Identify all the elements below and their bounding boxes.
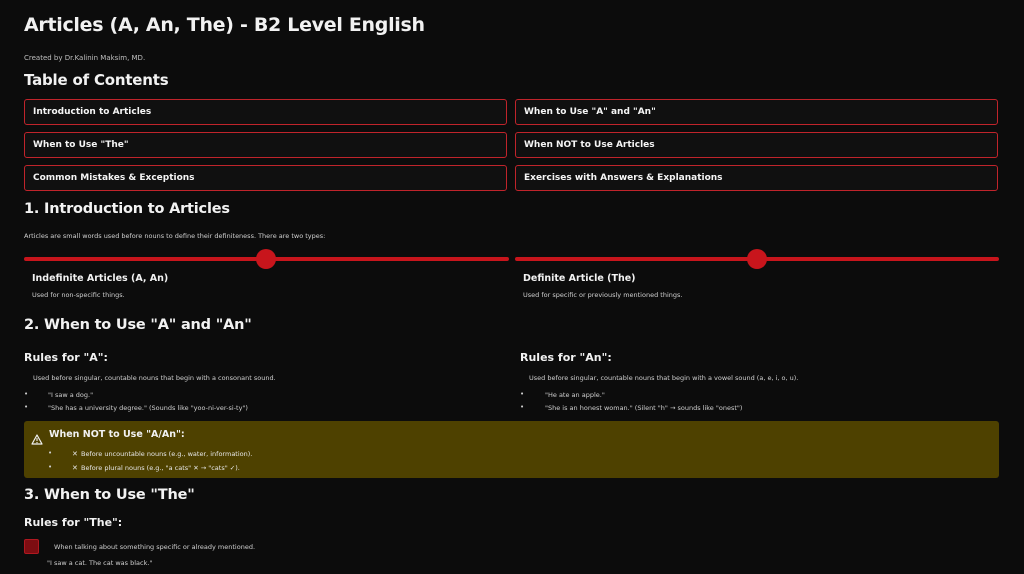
- example-an-1: "He ate an apple.": [545, 391, 605, 399]
- rule-desc-a: Used before singular, countable nouns that begin with a consonant sound.: [33, 374, 276, 382]
- warning-item-2: Before plural nouns (e.g., "a cats" ✕ → "cats" ✓).: [81, 464, 240, 472]
- page-title: Articles (A, An, The) - B2 Level English: [24, 14, 425, 36]
- rule-title-the: Rules for "The":: [24, 516, 123, 529]
- toc-link-mistakes[interactable]: Common Mistakes & Exceptions: [24, 165, 507, 191]
- toc-link-exercises[interactable]: Exercises with Answers & Explanations: [515, 165, 998, 191]
- cross-icon: ✕: [72, 464, 78, 472]
- rule-title-an: Rules for "An":: [520, 351, 612, 364]
- rule-title-a: Rules for "A":: [24, 351, 108, 364]
- rule-desc-an: Used before singular, countable nouns that begin with a vowel sound (a, e, i, o, u).: [529, 374, 799, 382]
- example-the: "I saw a cat. The cat was black.": [47, 559, 153, 567]
- toc-link-a-an[interactable]: When to Use "A" and "An": [515, 99, 998, 125]
- cross-icon: ✕: [72, 450, 78, 458]
- rule-checkbox[interactable]: [24, 539, 39, 554]
- toc-link-no-articles[interactable]: When NOT to Use Articles: [515, 132, 998, 158]
- toc-heading: Table of Contents: [24, 71, 169, 89]
- card-title-definite: Definite Article (The): [523, 273, 636, 284]
- bullet-dot: •: [24, 390, 29, 398]
- section-heading-a-an: 2. When to Use "A" and "An": [24, 317, 252, 333]
- author-credit: Created by Dr.Kalinin Maksim, MD.: [24, 54, 146, 62]
- intro-text: Articles are small words used before nouns to define their definiteness. There are two types:: [24, 232, 326, 240]
- warning-title: When NOT to Use "A/An":: [49, 429, 185, 440]
- card-slider-knob-definite[interactable]: [747, 249, 767, 269]
- bullet-dot: •: [24, 403, 29, 411]
- section-heading-introduction: 1. Introduction to Articles: [24, 201, 230, 217]
- toc-link-the[interactable]: When to Use "The": [24, 132, 507, 158]
- warning-icon: [31, 430, 43, 449]
- card-title-indefinite: Indefinite Articles (A, An): [32, 273, 169, 284]
- card-desc-indefinite: Used for non-specific things.: [32, 291, 125, 299]
- warning-box: [24, 421, 999, 478]
- toc-link-introduction[interactable]: Introduction to Articles: [24, 99, 507, 125]
- example-a-2: "She has a university degree." (Sounds like "yoo-ni-ver-si-ty"): [48, 404, 248, 412]
- bullet-dot: •: [520, 403, 525, 411]
- section-heading-the: 3. When to Use "The": [24, 487, 195, 503]
- card-desc-definite: Used for specific or previously mentioned things.: [523, 291, 683, 299]
- example-an-2: "She is an honest woman." (Silent "h" → sounds like "onest"): [545, 404, 743, 412]
- bullet-dot: •: [48, 449, 53, 457]
- example-a-1: "I saw a dog.": [48, 391, 94, 399]
- rule-text-the: When talking about something specific or already mentioned.: [54, 543, 256, 551]
- bullet-dot: •: [520, 390, 525, 398]
- card-slider-knob-indefinite[interactable]: [256, 249, 276, 269]
- warning-item-1: Before uncountable nouns (e.g., water, information).: [81, 450, 253, 458]
- bullet-dot: •: [48, 463, 53, 471]
